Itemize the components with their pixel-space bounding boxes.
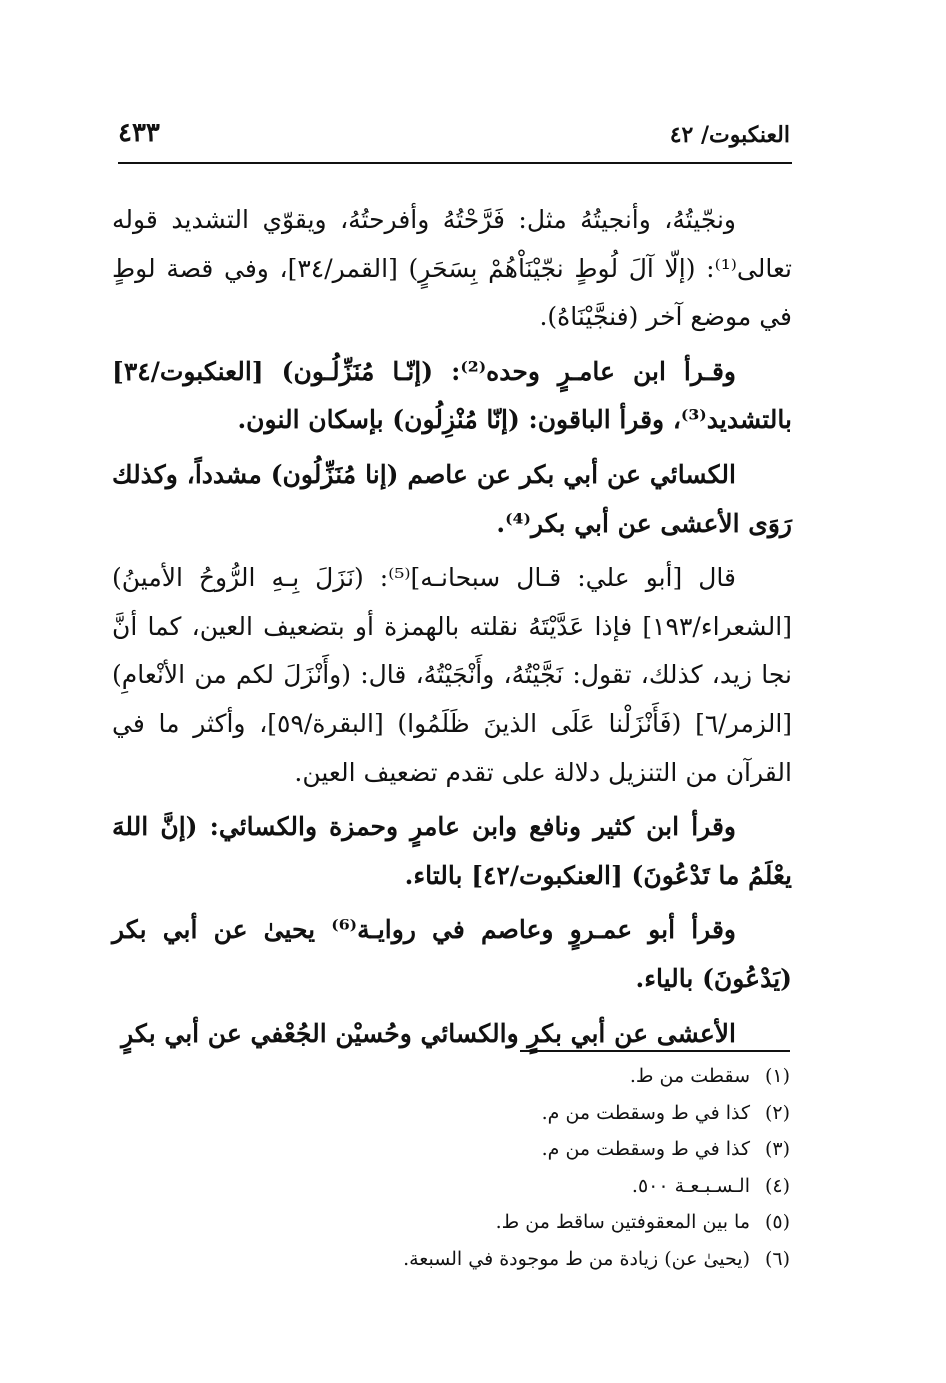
paragraph-5-rest: ما تَدْعُونَ) [العنكبوت/٤٢] بالتاء. <box>404 860 740 890</box>
paragraph-3 <box>112 451 792 548</box>
paragraph-4-rest: [الشعراء/١٩٣] فإذا عَدَّيْتَهُ نقلته بالهمزة أو بتضعيف العين، كما أنَّ نجا زيد، كذلك، تقول: نَجَّيْتُهُ، وأَنْجَيْتُهُ، قال: (وأَنْزَلَ لكم من الأنْعامِ) [الزمر/٦] (فَأَنْزَلْنا عَلَى الذينَ ظَلَمُوا) [البقرة/٥٩]، وأكثر ما في القرآن من التنزيل دلالة على تقدم تضعيف العين. <box>112 611 793 787</box>
footnote-number: (٣) <box>764 1138 790 1161</box>
footnote-3 <box>290 1131 790 1168</box>
footnote-text: ما بين المعقوفتين ساقط من ط. <box>495 1211 750 1234</box>
running-head <box>118 118 790 160</box>
paragraph-3-first-line: الكسائي عن أبي بكر عن عاصم (إنا مُنَزِّلُون) مشدداً، وكذلك <box>112 459 736 489</box>
footnote-number: (٥) <box>764 1211 790 1234</box>
footnote-text: كذا في ط وسقطت من م. <box>541 1101 750 1124</box>
paragraph-6-rest: (يَدْعُونَ) بالياء. <box>635 963 792 993</box>
main-text <box>112 196 792 1058</box>
paragraph-5 <box>112 803 792 900</box>
footnote-number: (٦) <box>764 1247 790 1270</box>
footnote-text: (يحيىٰ عن) زيادة من ط موجودة في السبعة. <box>403 1247 750 1270</box>
running-title: العنكبوت/ ٤٢ <box>669 122 790 148</box>
footnote-6 <box>290 1241 790 1278</box>
paragraph-4 <box>112 554 792 797</box>
footnote-4 <box>290 1168 790 1205</box>
paragraph-2 <box>112 348 792 445</box>
footnote-number: (٢) <box>764 1101 790 1124</box>
paragraph-1 <box>112 196 792 342</box>
paragraph-5-first-line: وقرأ ابن كثير ونافع وابن عامرٍ وحمزة والكسائي: (إنَّ اللهَ يعْلَمُ <box>112 812 792 890</box>
footnote-number: (١) <box>764 1065 790 1087</box>
paragraph-6-first-line: وقرأ أبو عمـروٍ وعاصم في روايـة⁽⁶⁾ يحيىٰ عن أبي بكر <box>112 915 736 945</box>
footnote-separator <box>520 1050 790 1052</box>
paragraph-2-rest: بالتشديد⁽³⁾، وقرأ الباقون: (إنّا مُنْزِلُون) بإسكان النون. <box>237 405 792 435</box>
paragraph-7-first-line: الأعشى عن أبي بكرٍ والكسائي وحُسيْن الجُعْفي عن أبي بكرٍ <box>121 1018 736 1048</box>
paragraph-3-rest: رَوَى الأعشى عن أبي بكر⁽⁴⁾. <box>496 508 792 538</box>
footnote-text: كذا في ط وسقطت من م. <box>541 1138 750 1161</box>
page-number: ٤٣٣ <box>118 118 160 148</box>
paragraph-4-first-line: قال [أبو علي: قـال سبحانـه]⁽⁵⁾: (نَزَلَ بِـهِ الرُّوحُ الأمينُ) <box>112 563 736 593</box>
footnote-text: الـسـبـعـة ٥٠٠. <box>631 1174 750 1197</box>
paragraph-2-first-line: وقـرأ ابن عامـرٍ وحده⁽²⁾: (إنّـا مُنَزِّلُـون) [العنكبوت/٣٤] <box>112 356 736 386</box>
footnote-number: (٤) <box>764 1174 790 1197</box>
footnote-5 <box>290 1204 790 1241</box>
paragraph-1-rest: تعالى⁽¹⁾: (إلّا آلَ لُوطٍ نجّيْنَاْهُمْ بِسَحَرٍ) [القمر/٣٤]، وفي قصة لوطٍ في موضع آخر (فنجَّيْنَاهُ). <box>112 253 792 332</box>
paragraph-6 <box>112 906 792 1003</box>
footnotes <box>290 1058 790 1278</box>
footnote-text: سقطت من ط. <box>629 1065 750 1087</box>
paragraph-1-first-line: ونجّيتُهُ، وأنجيتُهُ مثل: فَرَّحْتُهُ وأفرحتُهُ، ويقوّي التشديد قوله <box>112 205 736 234</box>
header-rule <box>118 162 792 164</box>
footnote-2 <box>290 1095 790 1132</box>
footnote-1 <box>290 1058 790 1095</box>
